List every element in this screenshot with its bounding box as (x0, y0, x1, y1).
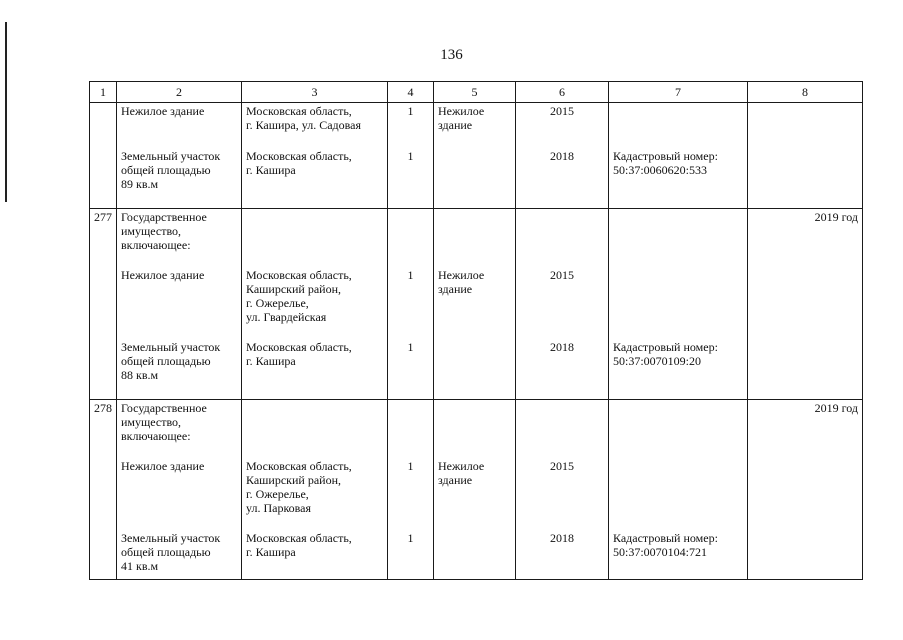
cadastral-cell (609, 400, 748, 580)
period-value: 2019 год (814, 401, 858, 415)
cell-value: 2015 (550, 459, 574, 473)
cell-text-line: здание (438, 282, 473, 296)
cell-text-line: г. Кашира, ул. Садовая (246, 118, 361, 132)
entry-segment (613, 340, 743, 398)
entry-segment (613, 268, 743, 340)
cell-value: 2018 (550, 149, 574, 163)
period-value: 2019 год (814, 210, 858, 224)
entry-segment (613, 531, 743, 577)
cell-value: 1 (407, 459, 414, 473)
quantity-cell (388, 400, 434, 580)
cell-text-line: Московская область, (246, 268, 352, 282)
cadastral-cell (609, 209, 748, 400)
entry-segment (438, 340, 511, 398)
header-cell: 5 (434, 82, 516, 103)
cell-text-line: Кадастровый номер: (613, 531, 718, 545)
cell-text-line: включающее: (121, 429, 191, 443)
row-number-cell (90, 400, 117, 580)
page-number: 136 (440, 47, 463, 63)
entry-segment (392, 149, 429, 207)
entry-segment (246, 459, 383, 531)
entry-segment (520, 104, 604, 149)
cadastral-cell (609, 103, 748, 209)
cell-text-line: Земельный участок (121, 531, 221, 545)
cell-text-line: г. Кашира (246, 545, 296, 559)
entry-segment (520, 149, 604, 207)
address-cell (242, 400, 388, 580)
period-cell (748, 209, 863, 400)
cell-text-line: Московская область, (246, 104, 352, 118)
cell-text-line: Московская область, (246, 149, 352, 163)
table-row (90, 209, 863, 400)
header-cell: 1 (90, 82, 117, 103)
cell-text-line: Каширский район, (246, 473, 342, 487)
quantity-cell (388, 209, 434, 400)
entry-segment (438, 401, 511, 459)
cell-value: 2018 (550, 531, 574, 545)
row-number-cell (90, 103, 117, 209)
header-cell: 3 (242, 82, 388, 103)
item-name-cell (117, 209, 242, 400)
cell-text-line: г. Кашира (246, 354, 296, 368)
entry-segment (246, 340, 383, 398)
entry-segment (438, 104, 511, 149)
cell-text-line: Земельный участок (121, 149, 221, 163)
type-cell (434, 103, 516, 209)
cell-text-line: ул. Парковая (246, 501, 312, 515)
cell-text-line: общей площадью (121, 545, 211, 559)
cell-text-line: г. Ожерелье, (246, 296, 309, 310)
property-table (89, 81, 863, 580)
entry-segment (520, 401, 604, 459)
row-number-cell (90, 209, 117, 400)
cell-text-line: Нежилое (438, 459, 485, 473)
cell-text-line: Земельный участок (121, 340, 221, 354)
item-name-cell (117, 103, 242, 209)
header-cell: 7 (609, 82, 748, 103)
entry-segment (392, 531, 429, 577)
entry-segment (121, 459, 237, 531)
cell-text-line: ул. Гвардейская (246, 310, 327, 324)
cell-text-line: Каширский район, (246, 282, 342, 296)
entry-segment (613, 401, 743, 459)
item-name-cell (117, 400, 242, 580)
cell-text-line: Государственное (121, 210, 207, 224)
cell-text-line: имущество, (121, 224, 182, 238)
entry-segment (392, 104, 429, 149)
cell-text-line: Кадастровый номер: (613, 149, 718, 163)
entry-segment (613, 149, 743, 207)
year-cell (516, 209, 609, 400)
cell-text-line: 50:37:0060620:533 (613, 163, 708, 177)
cell-value: 1 (407, 104, 414, 118)
cell-text-line: Нежилое (438, 104, 485, 118)
table-row (90, 400, 863, 580)
header-cell: 4 (388, 82, 434, 103)
entry-segment (246, 210, 383, 268)
cell-text-line: г. Ожерелье, (246, 487, 309, 501)
cell-text-line: общей площадью (121, 163, 211, 177)
entry-segment (246, 268, 383, 340)
row-number: 278 (94, 401, 112, 415)
period-cell (748, 400, 863, 580)
cell-value: 1 (407, 149, 414, 163)
table-row (90, 103, 863, 209)
entry-segment (392, 401, 429, 459)
table-header-row (90, 82, 863, 103)
entry-segment (121, 104, 237, 149)
cell-text-line: Московская область, (246, 531, 352, 545)
cell-value: 1 (407, 340, 414, 354)
entry-segment (613, 459, 743, 531)
cell-text-line: здание (438, 118, 473, 132)
entry-segment (438, 210, 511, 268)
entry-segment (121, 210, 237, 268)
entry-segment (438, 268, 511, 340)
entry-segment (520, 459, 604, 531)
cell-text-line: включающее: (121, 238, 191, 252)
cell-text-line: здание (438, 473, 473, 487)
header-cell: 6 (516, 82, 609, 103)
cell-text-line: Московская область, (246, 459, 352, 473)
header-cell: 8 (748, 82, 863, 103)
cell-text-line: 41 кв.м (121, 559, 159, 573)
period-cell (748, 103, 863, 209)
quantity-cell (388, 103, 434, 209)
cell-text-line: Нежилое здание (121, 104, 205, 118)
cell-value: 2015 (550, 104, 574, 118)
cell-text-line: 50:37:0070109:20 (613, 354, 702, 368)
year-cell (516, 400, 609, 580)
entry-segment (438, 149, 511, 207)
entry-segment (438, 531, 511, 577)
cell-text-line: Московская область, (246, 340, 352, 354)
type-cell (434, 400, 516, 580)
cell-text-line: Государственное (121, 401, 207, 415)
cell-value: 1 (407, 268, 414, 282)
entry-segment (246, 401, 383, 459)
entry-segment (121, 401, 237, 459)
entry-segment (121, 531, 237, 577)
entry-segment (392, 459, 429, 531)
cell-value: 1 (407, 531, 414, 545)
entry-segment (520, 340, 604, 398)
entry-segment (520, 268, 604, 340)
entry-segment (121, 340, 237, 398)
address-cell (242, 209, 388, 400)
type-cell (434, 209, 516, 400)
cell-text-line: г. Кашира (246, 163, 296, 177)
entry-segment (613, 104, 743, 149)
cell-value: 2018 (550, 340, 574, 354)
cell-text-line: Нежилое здание (121, 459, 205, 473)
entry-segment (613, 210, 743, 268)
header-cell: 2 (117, 82, 242, 103)
entry-segment (246, 104, 383, 149)
cell-text-line: 88 кв.м (121, 368, 159, 382)
entry-segment (121, 268, 237, 340)
entry-segment (121, 149, 237, 207)
cell-text-line: общей площадью (121, 354, 211, 368)
cell-text-line: имущество, (121, 415, 182, 429)
year-cell (516, 103, 609, 209)
entry-segment (438, 459, 511, 531)
cell-text-line: 50:37:0070104:721 (613, 545, 708, 559)
cell-text-line: Нежилое здание (121, 268, 205, 282)
cell-text-line: Кадастровый номер: (613, 340, 718, 354)
cell-text-line: 89 кв.м (121, 177, 159, 191)
entry-segment (246, 531, 383, 577)
cell-text-line: Нежилое (438, 268, 485, 282)
entry-segment (520, 531, 604, 577)
cell-value: 2015 (550, 268, 574, 282)
entry-segment (392, 340, 429, 398)
entry-segment (392, 268, 429, 340)
entry-segment (520, 210, 604, 268)
row-number: 277 (94, 210, 112, 224)
entry-segment (392, 210, 429, 268)
entry-segment (246, 149, 383, 207)
address-cell (242, 103, 388, 209)
